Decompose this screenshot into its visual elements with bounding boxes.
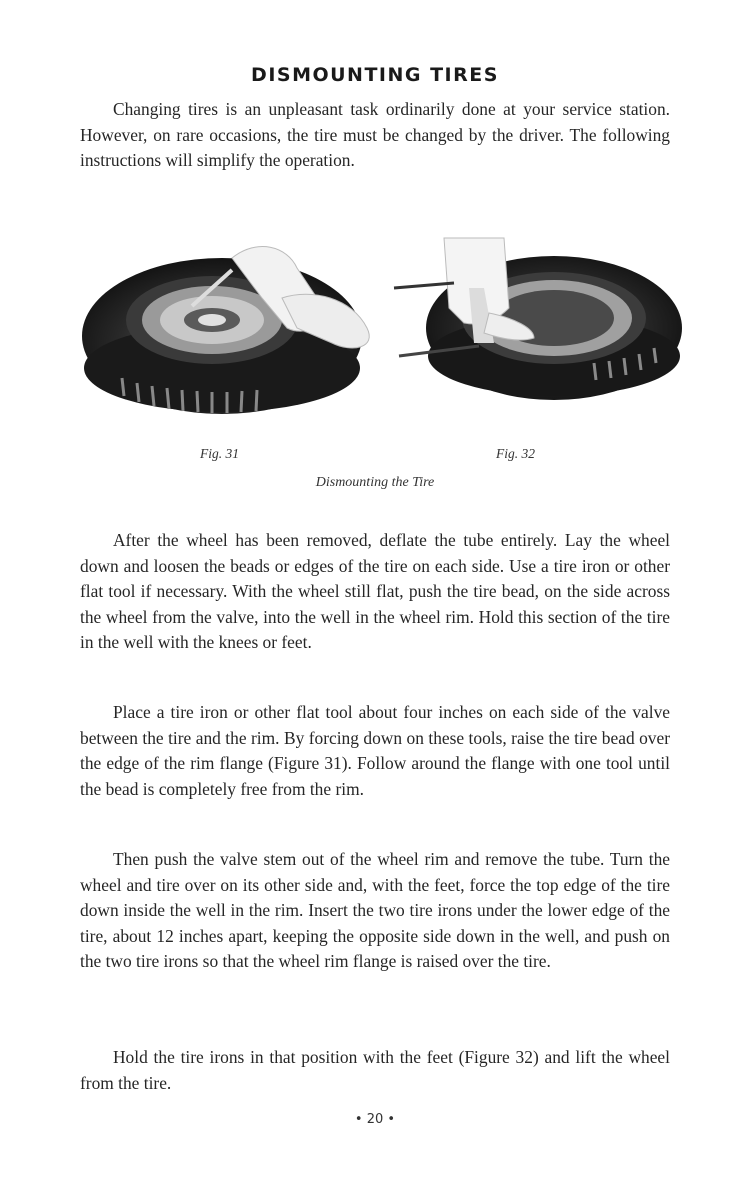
wheel-lift-from-tire-photo-icon [384,228,684,428]
figure-caption: Dismounting the Tire [315,475,435,490]
page-number: • 20 • [354,1112,396,1127]
tire-bead-removal-photo-icon [82,228,382,428]
intro-paragraph: Changing tires is an unpleasant task ordinarily done at your service station. However, on rare occasions, the tire must be changed by the driver. The following instructions will simplify the operation. [80,99,670,170]
page-title: DISMOUNTING TIRES [251,64,499,86]
figure-32-label: Fig. 32 [496,446,535,461]
body-paragraph: After the wheel has been removed, deflate the tube entirely. Lay the wheel down and loosen the beads or edges of the tire on each side. Use a tire iron or other flat tool if necessary. With the wheel still flat, push the tire bead, on the side across the wheel from the valve, into the well in the wheel rim. Hold this section of the tire in the well with the knees or feet. [80,530,670,652]
body-paragraph: Place a tire iron or other flat tool about four inches on each side of the valve between the tire and the rim. By forcing down on these tools, raise the tire bead over the edge of the rim flange (Figure 31). Follow around the flange with one tool until the bead is completely free from the rim. [80,702,670,799]
body-paragraph: Hold the tire irons in that position with the feet (Figure 32) and lift the wheel from the tire. [80,1047,670,1093]
figure-32-illustration [384,228,684,428]
figure-31-illustration [82,228,382,428]
figure-31-label: Fig. 31 [200,446,239,461]
body-paragraph: Then push the valve stem out of the wheel rim and remove the tube. Turn the wheel and tire over on its other side and, with the feet, force the top edge of the tire down inside the well in the rim. Insert the two tire irons under the lower edge of the tire, about 12 inches apart, keeping the opposite side down in the well, and push on the two tire irons so that the wheel rim flange is raised over the tire. [80,849,670,971]
